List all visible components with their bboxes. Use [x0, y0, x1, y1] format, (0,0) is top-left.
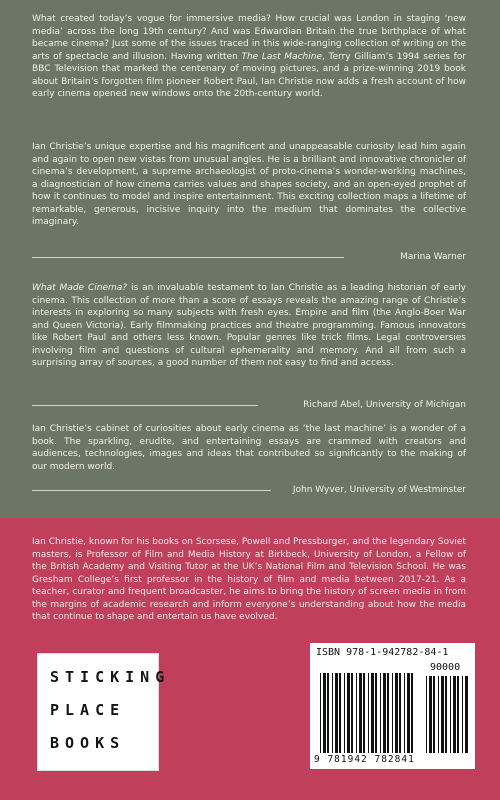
- logo-line-3: BOOKS: [50, 734, 126, 752]
- barcode-bars: [310, 643, 475, 769]
- review-intro: [32, 13, 466, 101]
- publisher-logo: [37, 653, 171, 771]
- barcode-digits: 9 781942 782841: [314, 754, 415, 765]
- review-warner-text: Ian Christie’s unique expertise and his magnificent and unappeasable curiosity lead him again and again to open new vistas from unusual angles. He is a brilliant and innovative chronicler of cinema’s development, a supreme archaeologist of proto-cinema’s wonder-working machines, a diagnostician of how cinema carries values and shapes society, and an open-eyed prophet of how it continues to model and inspire entertainment. This exciting collection maps a lifetime of remarkable, generous, incisive inquiry into the medium that dominates the collective imaginary.: [32, 142, 466, 227]
- isbn-label: ISBN 978-1-942782-84-1: [316, 647, 449, 658]
- review-abel: [32, 282, 466, 370]
- attribution-rule: [32, 405, 258, 406]
- review-abel-title: What Made Cinema?: [32, 283, 128, 293]
- review-abel-attribution: Richard Abel, University of Michigan: [303, 400, 466, 410]
- isbn-barcode: [310, 643, 475, 769]
- review-wyver-text: Ian Christie’s cabinet of curiosities about early cinema as ‘the last machine’ is a wonder of a book. The sparkling, erudite, and entertaining essays are crammed with creators and audiences, technologies, images and ideas that contributed so significantly to the making of our modern world.: [32, 424, 466, 472]
- review-intro-text-end: , Terry Gilliam’s 1994 series for BBC Television that marked the centenary of moving pictures, and a prize-winning 2019 book about Britain’s forgotten film pioneer Robert Paul, Ian Christie now adds a fresh account of how early cinema opened new windows onto the 20th-century world.: [32, 51, 466, 99]
- author-bio: Ian Christie, known for his books on Scorsese, Powell and Pressburger, and the legendary Soviet masters, is Professor of Film and Media History at Birkbeck, University of London, a Fellow of the British Academy and Visiting Tutor at the UK’s National Film and Television School. He was Gresham College’s first professor in the history of film and media between 2017-21. As a teacher, curator and frequent broadcaster, he aims to bring the history of screen media in from the margins of academic research and inform everyone’s understanding about how the media that continue to shape and entertain us have evolved.: [32, 537, 466, 622]
- review-abel-text: is an invaluable testament to Ian Christie as a leading historian of early cinema. This collection of more than a score of essays reveals the amazing range of Christie’s interests in exploring so many subjects with fresh eyes. Empire and film (the Anglo-Boer War and Queen Victoria). Early filmmaking practices and theatre programming. Famous innovators like Robert Paul and others less known. Popular genres like trick films. Legal controversies involving film and questions of cultural ephemerality and memory. And all from such a surprising array of sources, a good number of them not easy to find and access.: [32, 283, 466, 368]
- logo-line-1: STICKING: [50, 668, 171, 686]
- attribution-rule: [32, 490, 271, 491]
- review-intro-text-start: What created today’s vogue for immersive media? How crucial was London in staging ‘new media’ across the long 19th century? And was Edwardian Britain the true birthplace of what became cinema? Just some of the issues traced in this wide-ranging collection of writing on the arts of spectacle and illusion. Having written: [32, 14, 466, 62]
- attribution-rule: [32, 257, 344, 258]
- price-code: 90000: [430, 662, 461, 673]
- review-wyver-attribution: John Wyver, University of Westminster: [292, 485, 466, 495]
- review-intro-title: The Last Machine: [241, 51, 322, 62]
- logo-line-2: PLACE: [50, 701, 126, 719]
- review-warner-attribution: Marina Warner: [400, 252, 466, 262]
